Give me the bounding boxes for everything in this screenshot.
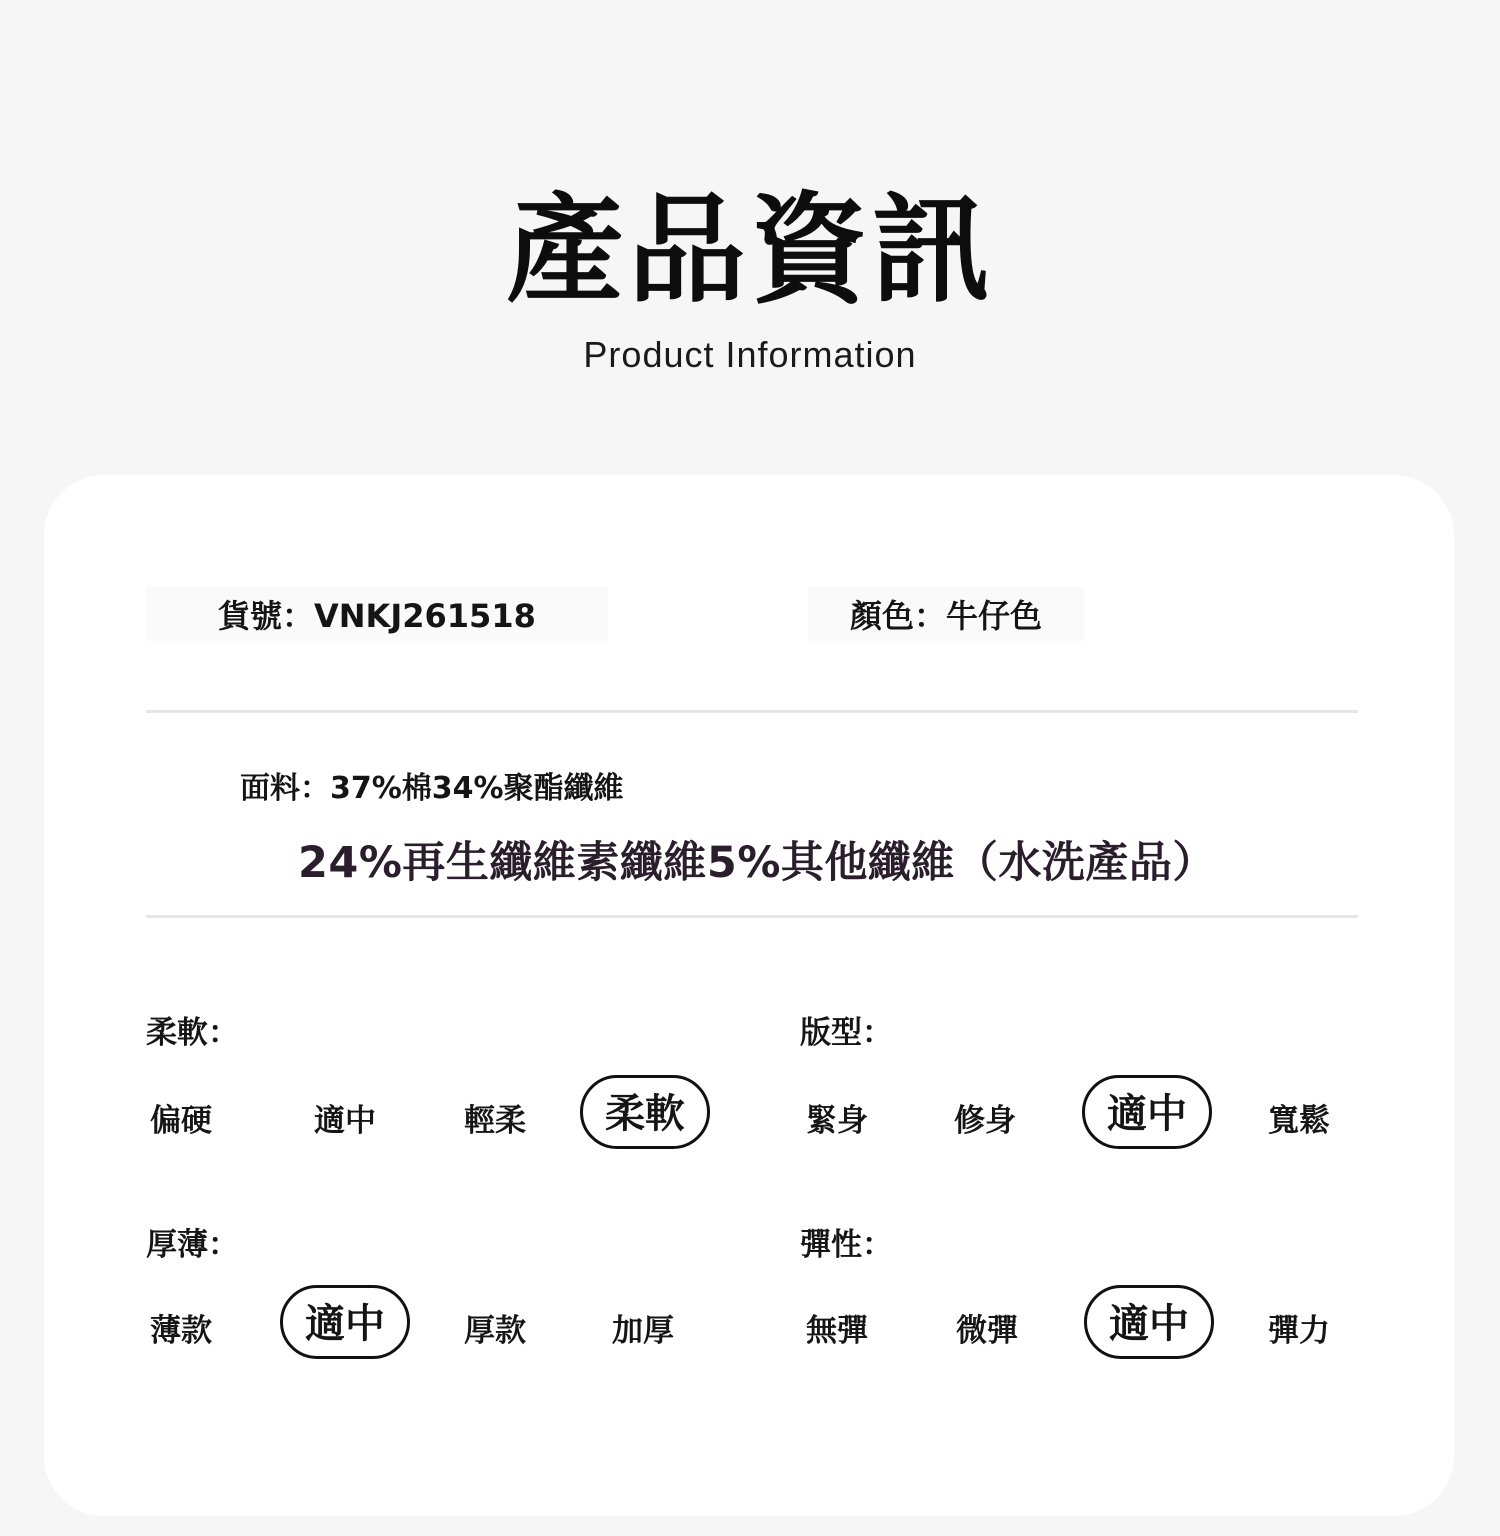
elasticity-option-slight: 微彈 [956,1313,1018,1349]
product-info-card [44,475,1454,1516]
softness-option-hard: 偏硬 [150,1103,212,1139]
fit-option-medium-selected: 適中 [1082,1075,1212,1149]
softness-title: 柔軟： [146,1015,239,1051]
thickness-option-extra-thick: 加厚 [612,1313,674,1349]
divider-top [146,710,1358,713]
softness-option-light-soft: 輕柔 [464,1103,526,1139]
divider-bottom [146,915,1358,918]
color-value: 顏色：牛仔色 [808,587,1084,641]
fit-option-loose: 寬鬆 [1268,1103,1330,1139]
elasticity-option-medium-selected: 適中 [1084,1285,1214,1359]
page-subtitle: Product Information [583,334,917,375]
thickness-option-medium-selected: 適中 [280,1285,410,1359]
item-number-row [146,587,608,641]
thickness-option-thin: 薄款 [150,1313,212,1349]
thickness-title: 厚薄： [146,1227,239,1263]
elasticity-option-none: 無彈 [806,1313,868,1349]
fabric-line-1: 面料：37%棉34%聚酯纖維 [240,771,624,806]
elasticity-option-elastic: 彈力 [1268,1313,1330,1349]
page-title: 產品資訊 [505,181,994,319]
color-row [808,587,1084,641]
fit-option-slim: 修身 [954,1103,1016,1139]
fabric-line-2: 24%再生纖維素纖維5%其他纖維（水洗產品） [298,838,1216,888]
elasticity-title: 彈性： [800,1227,893,1263]
thickness-option-thick: 厚款 [464,1313,526,1349]
fit-title: 版型： [800,1015,893,1051]
item-number: 貨號：VNKJ261518 [146,587,608,641]
fit-option-tight: 緊身 [806,1103,868,1139]
softness-option-soft-selected: 柔軟 [580,1075,710,1149]
softness-option-medium: 適中 [314,1103,376,1139]
page-header [0,180,1500,376]
